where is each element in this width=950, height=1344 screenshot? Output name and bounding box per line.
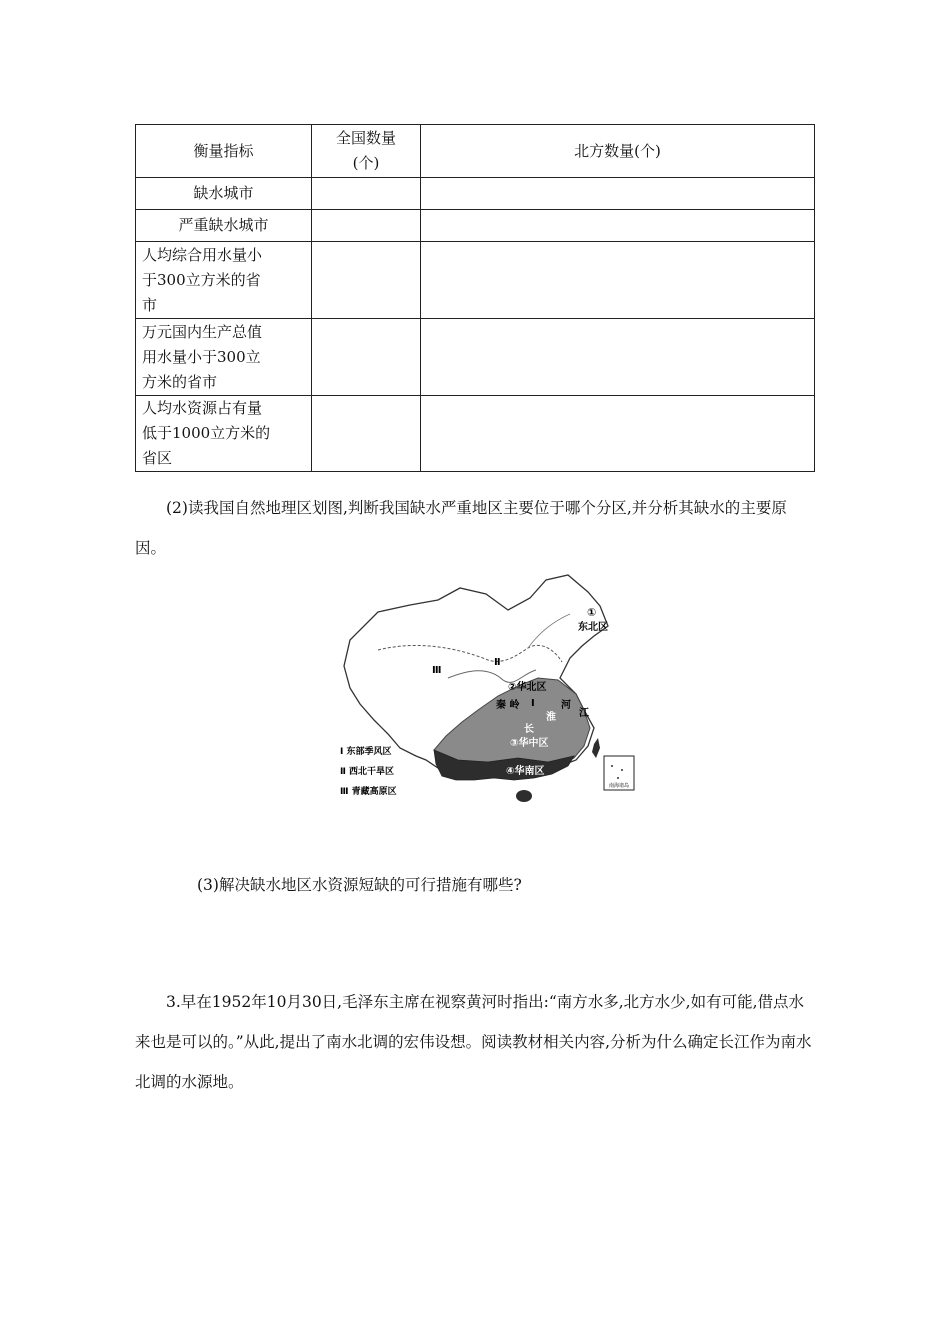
label-northeast: 东北区 [578, 622, 608, 633]
label-north: ②华北区 [508, 682, 547, 693]
table-row [136, 178, 815, 210]
table-row [136, 319, 815, 396]
map-svg [338, 570, 638, 810]
taiwan-island [592, 738, 600, 758]
question-4-text: 3.早在1952年10月30日,毛泽东主席在视察黄河时指出:“南方水多,北方水少,如有可能,借点水来也是可以的。”从此,提出了南水北调的宏伟设想。阅读教材相关内容,分析为什么确定长江作为南水北调的水源地。 [135, 993, 812, 1091]
header-indicator: 衡量指标 [136, 125, 312, 178]
legend-item-northwest-arid: Ⅱ 西北干旱区 [340, 767, 395, 777]
label-roman-2: Ⅱ [494, 657, 501, 668]
header-national-count: 全国数量 (个) [312, 125, 421, 178]
national-count-cell[interactable] [312, 178, 421, 210]
north-count-cell[interactable] [421, 178, 815, 210]
row-indicator: 严重缺水城市 [136, 210, 312, 242]
label-chang: 长 [524, 724, 534, 735]
legend-item-east-monsoon: Ⅰ 东部季风区 [340, 747, 392, 757]
label-roman-3: Ⅲ [432, 665, 442, 676]
table-row [136, 396, 815, 472]
table-row [136, 210, 815, 242]
row-indicator: 人均水资源占有量 低于1000立方米的 省区 [136, 396, 312, 472]
table-header-row [136, 125, 815, 178]
row-indicator: 万元国内生产总值 用水量小于300立 方米的省市 [136, 319, 312, 396]
label-he: 河 [561, 700, 571, 711]
north-count-cell[interactable] [421, 319, 815, 396]
china-physical-region-map [338, 570, 638, 810]
header-north-count: 北方数量(个) [421, 125, 815, 178]
national-count-cell[interactable] [312, 242, 421, 319]
hainan-island [516, 790, 532, 802]
row-indicator: 人均综合用水量小 于300立方米的省 市 [136, 242, 312, 319]
label-northeast-num: ① [587, 606, 597, 619]
north-count-cell[interactable] [421, 242, 815, 319]
inset-label: 南海诸岛 [608, 783, 630, 789]
water-indicator-table [135, 124, 815, 472]
question-2-text: (2)读我国自然地理区划图,判断我国缺水严重地区主要位于哪个分区,并分析其缺水的主要原因。 [135, 499, 787, 557]
national-count-cell[interactable] [312, 396, 421, 472]
label-qinling: 秦 岭 [496, 700, 520, 711]
national-count-cell[interactable] [312, 319, 421, 396]
row-indicator: 缺水城市 [136, 178, 312, 210]
table-row [136, 242, 815, 319]
label-huai: 淮 [546, 712, 556, 723]
national-count-cell[interactable] [312, 210, 421, 242]
label-jiang: 江 [579, 708, 589, 719]
question-3-text: (3)解决缺水地区水资源短缺的可行措施有哪些? [197, 876, 522, 894]
north-count-cell[interactable] [421, 396, 815, 472]
label-south: ④华南区 [506, 766, 545, 777]
label-roman-1: Ⅰ [531, 698, 535, 709]
north-count-cell[interactable] [421, 210, 815, 242]
label-central: ③华中区 [510, 738, 549, 749]
legend-item-qinghai-tibet: Ⅲ 青藏高原区 [340, 787, 397, 797]
